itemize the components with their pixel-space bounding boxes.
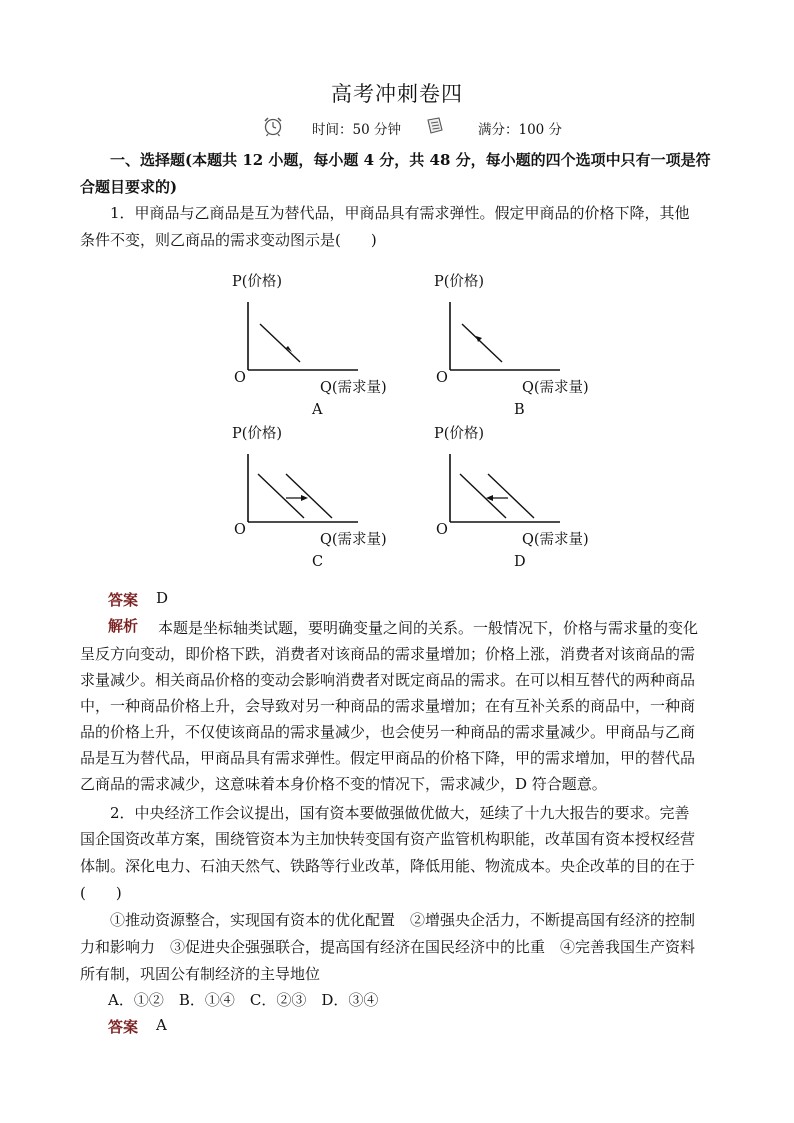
q1-analysis-line5: 品的价格上升，不仅使该商品的需求量减少，也会使另一种商品的需求量减少。甲商品与乙商 xyxy=(80,723,696,741)
demand-charts-figure xyxy=(218,252,616,578)
demand-curve-original xyxy=(258,474,304,518)
q1-analysis-line2: 呈反方向变动，即价格下跌，消费者对该商品的需求量增加；价格上涨，消费者对该商品的需 xyxy=(80,645,696,663)
q1-analysis-line6: 品是互为替代品，甲商品具有需求弹性。假定甲商品的价格下降，甲的需求增加，甲的替代品 xyxy=(80,749,696,767)
q2-options-line1: ①推动资源整合，实现国有资本的优化配置 ②增强央企活力，不断提高国有经济的控制 xyxy=(110,911,696,929)
q1-analysis-line7: 乙商品的需求减少，这意味着本身价格不变的情况下，需求减少，D 符合题意。 xyxy=(80,775,607,793)
demand-curve xyxy=(260,324,300,362)
q1-analysis-line3: 求量减少。相关商品价格的变动会影响消费者对既定商品的需求。在可以相互替代的两种商品 xyxy=(80,671,696,689)
page-title: 高考冲刺卷四 xyxy=(331,82,463,106)
q1-analysis-line1: 本题是坐标轴类试题，要明确变量之间的关系。一般情况下，价格与需求量的变化 xyxy=(158,619,699,637)
x-axis-label: Q(需求量) xyxy=(522,532,589,548)
origin-label: O xyxy=(234,370,246,386)
option-label: B xyxy=(514,402,525,418)
y-axis-label: P(价格) xyxy=(434,274,485,290)
section-heading-line2: 合题目要求的) xyxy=(80,178,178,196)
chart-d xyxy=(430,418,610,578)
chart-b xyxy=(430,266,610,426)
q1-answer-label: 答案 xyxy=(108,591,139,609)
q2-options-line2: 力和影响力 ③促进央企强强联合，提高国有经济在国民经济中的比重 ④完善我国生产资料 xyxy=(80,938,696,956)
alarm-clock-icon xyxy=(262,115,284,141)
demand-curve-shifted xyxy=(286,474,332,518)
origin-label: O xyxy=(234,522,246,538)
time-label: 时间：50 分钟 xyxy=(312,122,401,138)
q2-stem-line4: ( ) xyxy=(80,884,122,902)
chart-c xyxy=(228,418,408,578)
option-label: A xyxy=(312,402,323,418)
y-axis-label: P(价格) xyxy=(232,274,283,290)
y-axis-label: P(价格) xyxy=(232,426,283,442)
q2-answer-value: A xyxy=(156,1016,167,1034)
q2-answer-label: 答案 xyxy=(108,1018,139,1036)
q1-answer-value: D xyxy=(156,589,169,607)
q1-analysis-label: 解析 xyxy=(108,617,139,635)
option-label: D xyxy=(514,554,526,570)
origin-label: O xyxy=(436,370,448,386)
section-heading-line1: 一、选择题(本题共 12 小题，每小题 4 分，共 48 分，每小题的四个选项中只有一项是符 xyxy=(110,151,711,169)
option-label: C xyxy=(312,554,324,570)
paper-icon xyxy=(424,115,446,141)
y-axis-label: P(价格) xyxy=(434,426,485,442)
origin-label: O xyxy=(436,522,448,538)
score-label: 满分：100 分 xyxy=(478,122,563,138)
q2-stem-line1: 2．中央经济工作会议提出，国有资本要做强做优做大，延续了十九大报告的要求。完善 xyxy=(110,804,690,822)
q2-options-line3: 所有制，巩固公有制经济的主导地位 xyxy=(80,965,321,983)
arrow-right-icon xyxy=(301,495,308,501)
section-heading xyxy=(80,147,725,173)
q2-stem-line2: 国企国资改革方案，围绕管资本为主加快转变国有资产监管机构职能，改革国有资本授权经营 xyxy=(80,830,696,848)
q2-choices: A．①② B．①④ C．②③ D．③④ xyxy=(108,991,379,1009)
q1-analysis-line4: 中，一种商品价格上升，会导致对另一种商品的需求量增加；在有互补关系的商品中，一种商 xyxy=(80,697,696,715)
q2-stem-line3: 体制。深化电力、石油天然气、铁路等行业改革，降低用能、物流成本。央企改革的目的在于 xyxy=(80,857,696,875)
x-axis-label: Q(需求量) xyxy=(320,532,387,548)
x-axis-label: Q(需求量) xyxy=(320,380,387,396)
q1-stem-line2: 条件不变，则乙商品的需求变动图示是( ) xyxy=(80,231,377,249)
chart-a xyxy=(228,266,408,426)
x-axis-label: Q(需求量) xyxy=(522,380,589,396)
q1-stem-line1: 1．甲商品与乙商品是互为替代品，甲商品具有需求弹性。假定甲商品的价格下降，其他 xyxy=(110,204,690,222)
